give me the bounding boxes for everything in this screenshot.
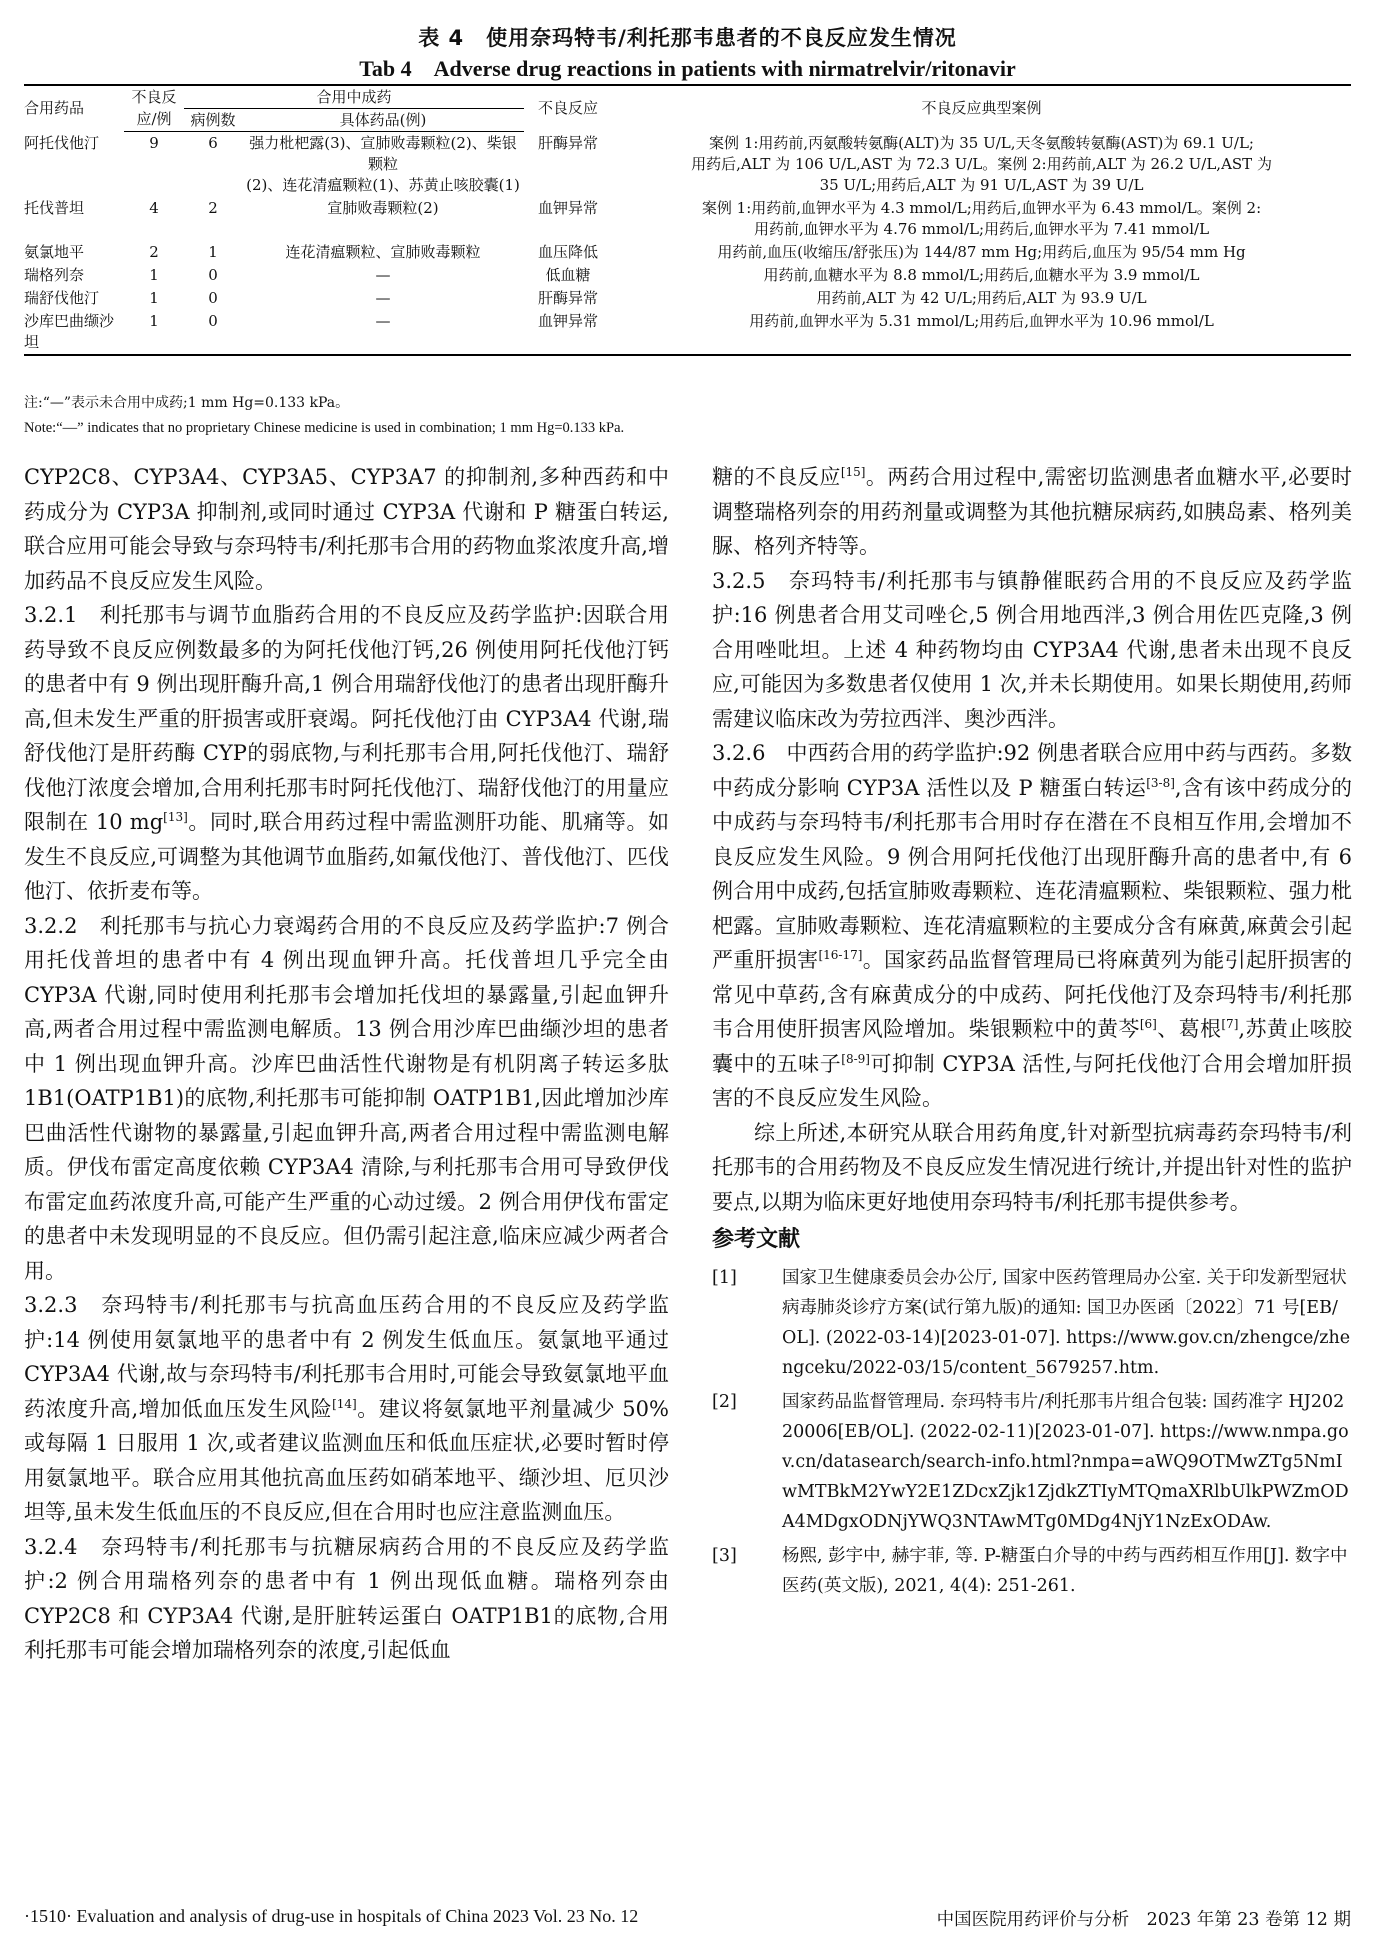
cell-adr-count: 1 bbox=[149, 266, 159, 284]
cell-typical-line: 用药前,血糖水平为 8.8 mmol/L;用药后,血糖水平为 3.9 mmol/L bbox=[763, 266, 1200, 284]
reference-text: 国家卫生健康委员会办公厅, 国家中医药管理局办公室. 关于印发新型冠状病毒肺炎诊疗方案(试行第九版)的通知: 国卫办医函〔2022〕71 号[EB/OL]. (2022-03-14)[2023-01-07]. https://www.gov.cn/zhengce/zhengceku/2022-03/15/content_5679257.htm. bbox=[782, 1268, 1351, 1378]
cell-specific bbox=[242, 197, 524, 241]
cell-cases: 1 bbox=[208, 243, 218, 261]
header-adr-count-2: 应/例 bbox=[124, 109, 184, 132]
cell-typical-line: 案例 1:用药前,丙氨酸转氨酶(ALT)为 35 U/L,天冬氨酸转氨酶(AST)为 69.1 U/L; bbox=[709, 133, 1254, 152]
body-paragraph: 糖的不良反应[15]。两药合用过程中,需密切监测患者血糖水平,必要时调整瑞格列奈的用药剂量或调整为其他抗糖尿病药,如胰岛素、格列美脲、格列齐特等。 bbox=[712, 465, 1353, 558]
cell-typical-line: 用药前,ALT 为 42 U/L;用药后,ALT 为 93.9 U/L bbox=[816, 289, 1147, 307]
citation: [15] bbox=[840, 465, 866, 479]
citation: [6] bbox=[1139, 1017, 1157, 1031]
cell-drug: 阿托伐他汀 bbox=[24, 133, 100, 152]
right-column bbox=[712, 460, 1352, 1601]
cell-typical-line: 用药前,血压(收缩压/舒张压)为 144/87 mm Hg;用药后,血压为 95/54 mm Hg bbox=[717, 243, 1246, 261]
cell-specific-line: 宣肺败毒颗粒(2) bbox=[327, 199, 439, 217]
header-adr-count-1: 不良反 bbox=[124, 85, 184, 109]
cell-typical-case bbox=[612, 197, 1351, 241]
cell-adr-count: 9 bbox=[149, 134, 159, 152]
reference-number: [1] bbox=[712, 1268, 737, 1288]
cell-drug: 托伐普坦 bbox=[24, 199, 85, 217]
cell-typical-case bbox=[612, 132, 1351, 198]
cell-drug: 氨氯地平 bbox=[24, 243, 85, 261]
table-caption-cn: 表 4 使用奈玛特韦/利托那韦患者的不良反应发生情况 bbox=[418, 26, 957, 50]
cell-typical-case bbox=[612, 264, 1351, 287]
cell-drug: 沙库巴曲缬沙坦 bbox=[24, 310, 124, 355]
body-paragraph: CYP2C8、CYP3A4、CYP3A5、CYP3A7 的抑制剂,多种西药和中药成分为 CYP3A 抑制剂,或同时通过 CYP3A 代谢和 P 糖蛋白转运,联合应用可能会导致与奈玛特韦/利托那韦合用的药物血浆浓度升高,增加药品不良反应发生风险。 bbox=[24, 465, 669, 593]
body-paragraph: 3.2.3 奈玛特韦/利托那韦与抗高血压药合用的不良反应及药学监护:14 例使用氨氯地平的患者中有 2 例发生低血压。氨氯地平通过 CYP3A4 代谢,故与奈玛特韦/利托那韦合用时,可能会导致氨氯地平血药浓度升高,增加低血压发生风险[14]。建议将氨氯地平剂量减少 50%或每隔 1 日服用 1 次,或者建议监测血压和低血压症状,必要时暂时停用氨氯地平。联合应用其他抗高血压药如硝苯地平、缬沙坦、厄贝沙坦等,虽未发生低血压的不良反应,但在合用时也应注意监测血压。 bbox=[24, 1293, 669, 1524]
reference-number: [2] bbox=[712, 1392, 737, 1412]
table-note-cn: 注:“—”表示未合用中成药;1 mm Hg=0.133 kPa。 bbox=[24, 395, 350, 411]
cell-reaction: 低血糖 bbox=[545, 266, 591, 284]
cell-adr-count: 4 bbox=[149, 199, 159, 217]
reference-item bbox=[712, 1387, 1352, 1537]
citation: [16-17] bbox=[818, 948, 863, 962]
table-caption-en: Tab 4 Adverse drug reactions in patients with nirmatrelvir/ritonavir bbox=[359, 56, 1016, 81]
reference-item bbox=[712, 1263, 1352, 1383]
body-paragraph: 3.2.1 利托那韦与调节血脂药合用的不良反应及药学监护:因联合用药导致不良反应例数最多的为阿托伐他汀钙,26 例使用阿托伐他汀钙的患者中有 9 例出现肝酶升高,1 例合用瑞舒伐他汀的患者出现肝酶升高,但未发生严重的肝损害或肝衰竭。阿托伐他汀由 CYP3A4 代谢,瑞舒伐他汀是肝药酶 CYP的弱底物,与利托那韦合用,阿托伐他汀、瑞舒伐他汀浓度会增加,合用利托那韦时阿托伐他汀、瑞舒伐他汀的用量应限制在 10 mg[13]。同时,联合用药过程中需监测肝功能、肌痛等。如发生不良反应,可调整为其他调节血脂药,如氟伐他汀、普伐他汀、匹伐他汀、依折麦布等。 bbox=[24, 603, 669, 903]
cell-specific bbox=[242, 264, 524, 287]
reference-list bbox=[712, 1263, 1352, 1601]
header-cases: 病例数 bbox=[184, 109, 242, 132]
cell-typical-line: 用药后,ALT 为 106 U/L,AST 为 72.3 U/L。案例 2:用药前,ALT 为 26.2 U/L,AST 为 bbox=[691, 154, 1272, 173]
cell-reaction: 血压降低 bbox=[538, 243, 599, 261]
cell-drug: 瑞格列奈 bbox=[24, 266, 85, 284]
cell-typical-line: 案例 1:用药前,血钾水平为 4.3 mmol/L;用药后,血钾水平为 6.43 mmol/L。案例 2: bbox=[701, 199, 1262, 217]
cell-typical-line: 35 U/L;用药后,ALT 为 91 U/L,AST 为 39 U/L bbox=[819, 175, 1144, 194]
citation: [13] bbox=[163, 810, 188, 824]
cell-adr-count: 2 bbox=[149, 243, 159, 261]
cell-typical-case bbox=[612, 287, 1351, 310]
table-row bbox=[24, 310, 1351, 355]
cell-reaction: 肝酶异常 bbox=[538, 133, 599, 152]
cell-specific-line: 连花清瘟颗粒、宣肺败毒颗粒 bbox=[285, 243, 481, 261]
body-paragraph: 3.2.5 奈玛特韦/利托那韦与镇静催眠药合用的不良反应及药学监护:16 例患者合用艾司唑仑,5 例合用地西泮,3 例合用佐匹克隆,3 例合用唑吡坦。上述 4 种药物均由 CYP3A4 代谢,患者未出现不良反应,可能因为多数患者仅使用 1 次,并未长期使用。如果长期使用,药师需建议临床改为劳拉西泮、奥沙西泮。 bbox=[712, 568, 1352, 731]
reference-number: [3] bbox=[712, 1546, 737, 1566]
cell-specific bbox=[242, 132, 524, 198]
header-typical: 不良反应典型案例 bbox=[612, 85, 1351, 132]
header-tcm-group: 合用中成药 bbox=[184, 85, 524, 109]
left-column bbox=[24, 460, 669, 1668]
cell-specific-line: — bbox=[375, 289, 391, 307]
cell-typical-case bbox=[612, 241, 1351, 264]
cell-adr-count: 1 bbox=[149, 289, 159, 307]
header-reaction: 不良反应 bbox=[524, 85, 612, 132]
cell-cases: 0 bbox=[184, 310, 242, 355]
cell-specific-line: — bbox=[375, 266, 391, 284]
table-row bbox=[24, 241, 1351, 264]
reference-text: 国家药品监督管理局. 奈玛特韦片/利托那韦片组合包装: 国药准字 HJ20220006[EB/OL]. (2022-02-11)[2023-01-07]. https://www.nmpa.gov.cn/datasearch/search-info.html?nmpa=aWQ9OTMwZTg5NmIwMTBkM2YwY2E1ZDcxZjk1ZjdkZTIyMTQmaXRlbUlkPWZmODA4MDgxODNjYWQ3NTAwMTg0MDg4NjY1NzExODAw. bbox=[782, 1392, 1349, 1532]
cell-cases: 0 bbox=[208, 289, 218, 307]
reference-text: 杨熙, 彭宇中, 赫宇菲, 等. P-糖蛋白介导的中药与西药相互作用[J]. 数字中医药(英文版), 2021, 4(4): 251-261. bbox=[782, 1546, 1348, 1596]
references-heading: 参考文献 bbox=[712, 1227, 801, 1252]
cell-reaction: 血钾异常 bbox=[524, 310, 612, 355]
cell-specific-line: (2)、连花清瘟颗粒(1)、苏黄止咳胶囊(1) bbox=[246, 176, 520, 194]
cell-cases: 2 bbox=[208, 199, 218, 217]
adverse-reaction-table bbox=[24, 84, 1351, 356]
table-row bbox=[24, 197, 1351, 241]
body-paragraph: 3.2.2 利托那韦与抗心力衰竭药合用的不良反应及药学监护:7 例合用托伐普坦的患者中有 4 例出现血钾升高。托伐普坦几乎完全由 CYP3A 代谢,同时使用利托那韦会增加托伐坦的暴露量,引起血钾升高,两者合用过程中需监测电解质。13 例合用沙库巴曲缬沙坦的患者中 1 例出现血钾升高。沙库巴曲活性代谢物是有机阴离子转运多肽 1B1(OATP1B1)的底物,利托那韦可能抑制 OATP1B1,因此增加沙库巴曲活性代谢物的暴露量,引起血钾升高,两者合用过程中需监测电解质。伊伐布雷定高度依赖 CYP3A4 清除,与利托那韦合用可导致伊伐布雷定血药浓度升高,可能产生严重的心动过缓。2 例合用伊伐布雷定的患者中未发现明显的不良反应。但仍需引起注意,临床应减少两者合用。 bbox=[24, 913, 669, 1283]
body-paragraph: 3.2.4 奈玛特韦/利托那韦与抗糖尿病药合用的不良反应及药学监护:2 例合用瑞格列奈的患者中有 1 例出现低血糖。瑞格列奈由 CYP2C8 和 CYP3A4 代谢,是肝脏转运蛋白 OATP1B1的底物,合用利托那韦可能会增加瑞格列奈的浓度,引起低血 bbox=[24, 1534, 669, 1662]
cell-drug: 瑞舒伐他汀 bbox=[24, 289, 100, 307]
citation: [3-8] bbox=[1146, 775, 1175, 790]
table-row bbox=[24, 132, 1351, 198]
citation: [14] bbox=[332, 1396, 357, 1411]
cell-specific-line: 强力枇杷露(3)、宣肺败毒颗粒(2)、柴银颗粒 bbox=[249, 134, 517, 173]
reference-item bbox=[712, 1541, 1352, 1601]
footer-right: 中国医院用药评价与分析 2023 年第 23 卷第 12 期 bbox=[936, 1910, 1351, 1930]
cell-typical-case bbox=[612, 310, 1351, 355]
cell-typical-line: 用药前,血钾水平为 5.31 mmol/L;用药后,血钾水平为 10.96 mmol/L bbox=[749, 312, 1214, 330]
cell-reaction: 肝酶异常 bbox=[538, 289, 599, 307]
body-paragraph: 3.2.6 中西药合用的药学监护:92 例患者联合应用中药与西药。多数中药成分影响 CYP3A 活性以及 P 糖蛋白转运[3-8],含有该中药成分的中成药与奈玛特韦/利托那韦合用时存在潜在不良相互作用,会增加不良反应发生风险。9 例合用阿托伐他汀出现肝酶升高的患者中,有 6 例合用中成药,包括宣肺败毒颗粒、连花清瘟颗粒、柴银颗粒、强力枇杷露。宣肺败毒颗粒、连花清瘟颗粒的主要成分含有麻黄,麻黄会引起严重肝损害[16-17]。国家药品监督管理局已将麻黄列为能引起肝损害的常见中草药,含有麻黄成分的中成药、阿托伐他汀及奈玛特韦/利托那韦合用使肝损害风险增加。柴银颗粒中的黄芩[6]、葛根[7],苏黄止咳胶囊中的五味子[8-9]可抑制 CYP3A 活性,与阿托伐他汀合用会增加肝损害的不良反应发生风险。 bbox=[712, 741, 1353, 1110]
cell-cases: 0 bbox=[208, 266, 218, 284]
cell-adr-count: 1 bbox=[124, 310, 184, 355]
header-specific: 具体药品(例) bbox=[242, 109, 524, 132]
table-note-en: Note:“—” indicates that no proprietary Chinese medicine is used in combination; 1 mm Hg=0.133 kPa. bbox=[24, 420, 625, 436]
cell-specific bbox=[242, 241, 524, 264]
footer-left: ·1510· Evaluation and analysis of drug-use in hospitals of China 2023 Vol. 23 No. 12 bbox=[24, 1906, 639, 1926]
body-paragraph: 综上所述,本研究从联合用药角度,针对新型抗病毒药奈玛特韦/利托那韦的合用药物及不良反应发生情况进行统计,并提出针对性的监护要点,以期为临床更好地使用奈玛特韦/利托那韦提供参考。 bbox=[712, 1120, 1352, 1214]
table-row bbox=[24, 287, 1351, 310]
cell-reaction: 血钾异常 bbox=[538, 199, 599, 217]
header-drug: 合用药品 bbox=[24, 85, 124, 132]
table-row bbox=[24, 264, 1351, 287]
cell-specific-line: — bbox=[375, 312, 391, 330]
cell-typical-line: 用药前,血钾水平为 4.76 mmol/L;用药后,血钾水平为 7.41 mmol/L bbox=[753, 220, 1210, 238]
cell-specific bbox=[242, 310, 524, 355]
cell-cases: 6 bbox=[208, 134, 218, 152]
citation: [7] bbox=[1221, 1017, 1239, 1031]
cell-specific bbox=[242, 287, 524, 310]
citation: [8-9] bbox=[841, 1051, 870, 1066]
